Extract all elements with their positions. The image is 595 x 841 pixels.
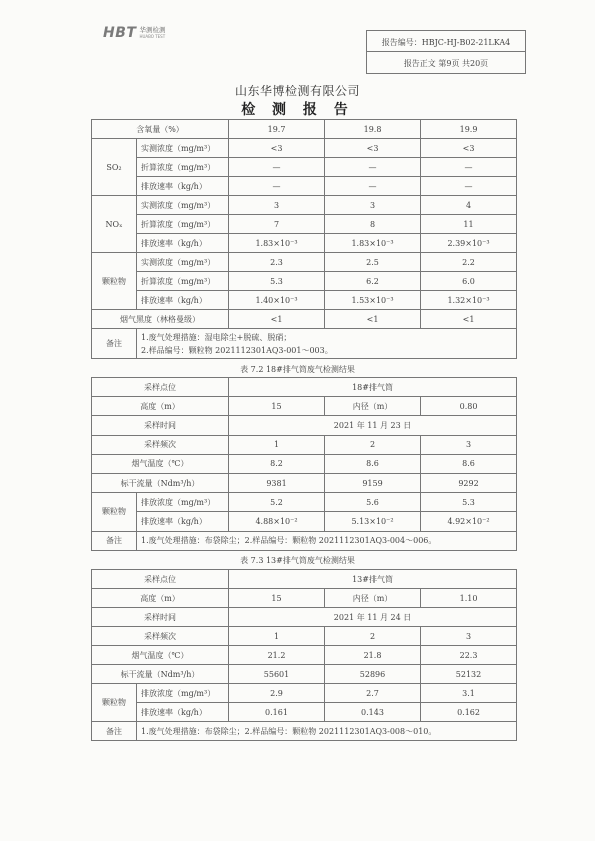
table-cell: 1 <box>229 627 325 646</box>
remark-line: 2.样品编号：颗粒物 2021112301AQ3-001～003。 <box>141 345 333 355</box>
row-label: 实测浓度（mg/m³） <box>137 196 229 215</box>
pollutant-label: 颗粒物 <box>92 493 137 531</box>
table-cell: 0.162 <box>421 703 517 722</box>
table-row <box>92 378 517 397</box>
table-cell: 4 <box>421 196 517 215</box>
table-cell: 1.53×10⁻³ <box>325 291 421 310</box>
table-cell: 6.0 <box>421 272 517 291</box>
pollutant-label: SO₂ <box>92 139 137 196</box>
table-cell: 2.39×10⁻³ <box>421 234 517 253</box>
table-cell: — <box>325 177 421 196</box>
table-cell: 18#排气筒 <box>229 378 517 397</box>
report-box-divider <box>367 51 525 52</box>
table-cell: <3 <box>325 139 421 158</box>
company-name: 山东华博检测有限公司 <box>234 84 360 98</box>
table-row <box>92 416 517 435</box>
table-cell: 1.10 <box>421 589 517 608</box>
table-row <box>92 684 517 703</box>
table-cell: 3.1 <box>421 684 517 703</box>
table-cell: 15 <box>229 397 325 416</box>
row-label: 采样时间 <box>92 608 229 627</box>
row-label: 采样点位 <box>92 570 229 589</box>
table-row <box>92 177 517 196</box>
row-label: 实测浓度（mg/m³） <box>137 253 229 272</box>
row-label: 烟气温度（℃） <box>92 646 229 665</box>
table-cell: 21.2 <box>229 646 325 665</box>
table-cell: 8.2 <box>229 454 325 473</box>
table-row <box>92 139 517 158</box>
row-label: 烟气黑度（林格曼级） <box>92 310 229 329</box>
table-row <box>92 435 517 454</box>
table-cell: — <box>325 158 421 177</box>
table-cell: <1 <box>325 310 421 329</box>
remark-label: 备注 <box>92 531 137 550</box>
table-caption: 表 7.3 13#排气筒废气检测结果 <box>240 556 355 565</box>
remark-text: 1.废气处理措施：布袋除尘；2.样品编号：颗粒物 2021112301AQ3-004～006。 <box>137 531 517 550</box>
page-title: 检 测 报 告 <box>241 102 354 118</box>
remark-row <box>92 329 517 359</box>
row-label: 排放速率（kg/h） <box>137 291 229 310</box>
table-cell: 3 <box>325 196 421 215</box>
table-cell: 5.13×10⁻² <box>325 512 421 531</box>
remark-line: 1.废气处理措施：湿电除尘+脱硫、脱硝； <box>141 332 292 342</box>
table-row <box>92 646 517 665</box>
table-cell: 3 <box>421 435 517 454</box>
remark-row <box>92 722 517 741</box>
table-cell: 2.7 <box>325 684 421 703</box>
row-label: 排放速率（kg/h） <box>137 703 229 722</box>
table-cell: 19.7 <box>229 120 325 139</box>
table-row <box>92 215 517 234</box>
table-cell: — <box>229 177 325 196</box>
pollutant-label: 颗粒物 <box>92 253 137 310</box>
row-label: 采样时间 <box>92 416 229 435</box>
table-cell: 2 <box>325 627 421 646</box>
table-row <box>92 120 517 139</box>
remark-text: 1.废气处理措施：布袋除尘；2.样品编号：颗粒物 2021112301AQ3-008～010。 <box>137 722 517 741</box>
row-label: 含氧量（%） <box>92 120 229 139</box>
row-label: 排放浓度（mg/m³） <box>137 684 229 703</box>
table-cell: 52132 <box>421 665 517 684</box>
company-logo <box>103 26 165 40</box>
row-label: 折算浓度（mg/m³） <box>137 158 229 177</box>
table-cell: 3 <box>229 196 325 215</box>
table-cell: 5.2 <box>229 493 325 512</box>
logo-chinese-name: 华测检测 <box>139 26 166 34</box>
row-label: 排放速率（kg/h） <box>137 234 229 253</box>
remark-text <box>137 329 517 359</box>
table-cell: 55601 <box>229 665 325 684</box>
table-cell: 4.92×10⁻² <box>421 512 517 531</box>
table-row <box>92 627 517 646</box>
table-cell: 2.2 <box>421 253 517 272</box>
table-row <box>92 473 517 492</box>
report-info-box <box>366 30 526 74</box>
table-cell: 3 <box>421 627 517 646</box>
table-row <box>92 158 517 177</box>
table-row <box>92 454 517 473</box>
table-cell: 2021 年 11 月 24 日 <box>229 608 517 627</box>
table-cell: 1.40×10⁻³ <box>229 291 325 310</box>
row-label: 内径（m） <box>325 397 421 416</box>
table-cell: 8.6 <box>325 454 421 473</box>
exhaust-13-results-table <box>91 569 517 741</box>
pollutant-label: NOₓ <box>92 196 137 253</box>
table-row <box>92 291 517 310</box>
table-cell: 4.88×10⁻² <box>229 512 325 531</box>
table-row <box>92 608 517 627</box>
table-cell: 11 <box>421 215 517 234</box>
table-cell: 8.6 <box>421 454 517 473</box>
table-row <box>92 397 517 416</box>
table-cell: 2021 年 11 月 23 日 <box>229 416 517 435</box>
table-cell: 8 <box>325 215 421 234</box>
row-label: 排放速率（kg/h） <box>137 512 229 531</box>
table-cell: — <box>421 158 517 177</box>
table-cell: 2.9 <box>229 684 325 703</box>
remark-row <box>92 531 517 550</box>
table-cell: 5.6 <box>325 493 421 512</box>
table-cell: 9292 <box>421 473 517 492</box>
table-cell: 19.9 <box>421 120 517 139</box>
table-cell: 7 <box>229 215 325 234</box>
row-label: 高度（m） <box>92 397 229 416</box>
page-indicator: 报告正文 第9页 共20页 <box>403 59 489 68</box>
table-row <box>92 703 517 722</box>
table-cell: 0.80 <box>421 397 517 416</box>
remark-label: 备注 <box>92 722 137 741</box>
table-cell: 15 <box>229 589 325 608</box>
row-label: 实测浓度（mg/m³） <box>137 139 229 158</box>
logo-english-name: HUABO TEST <box>139 34 166 39</box>
row-label: 标干流量（Ndm³/h） <box>92 473 229 492</box>
pollutant-label: 颗粒物 <box>92 684 137 722</box>
table-row <box>92 310 517 329</box>
table-cell: 6.2 <box>325 272 421 291</box>
report-number: 报告编号：HBJC-HJ-B02-21LKA4 <box>381 38 511 47</box>
table-cell: <3 <box>229 139 325 158</box>
table-cell: 1.32×10⁻³ <box>421 291 517 310</box>
table-cell: 9381 <box>229 473 325 492</box>
table-cell: 19.8 <box>325 120 421 139</box>
table-cell: 2.3 <box>229 253 325 272</box>
table-cell: 52896 <box>325 665 421 684</box>
table-cell: 2 <box>325 435 421 454</box>
table-row <box>92 196 517 215</box>
remark-label: 备注 <box>92 329 137 359</box>
table-row <box>92 234 517 253</box>
exhaust-18-results-table <box>91 377 517 551</box>
table-cell: 5.3 <box>229 272 325 291</box>
row-label: 烟气温度（℃） <box>92 454 229 473</box>
table-cell: 9159 <box>325 473 421 492</box>
table-cell: 22.3 <box>421 646 517 665</box>
exhaust-results-table-continued <box>91 119 517 359</box>
table-cell: 1.83×10⁻³ <box>229 234 325 253</box>
row-label: 采样点位 <box>92 378 229 397</box>
table-row <box>92 493 517 512</box>
table-row <box>92 253 517 272</box>
table-row <box>92 570 517 589</box>
table-caption: 表 7.2 18#排气筒废气检测结果 <box>240 365 355 374</box>
table-cell: 0.143 <box>325 703 421 722</box>
row-label: 折算浓度（mg/m³） <box>137 272 229 291</box>
table-row <box>92 589 517 608</box>
row-label: 高度（m） <box>92 589 229 608</box>
table-cell: <1 <box>229 310 325 329</box>
table-cell: 13#排气筒 <box>229 570 517 589</box>
table-cell: 1 <box>229 435 325 454</box>
table-row <box>92 512 517 531</box>
row-label: 折算浓度（mg/m³） <box>137 215 229 234</box>
table-row <box>92 272 517 291</box>
table-cell: 5.3 <box>421 493 517 512</box>
table-cell: <3 <box>421 139 517 158</box>
table-cell: 21.8 <box>325 646 421 665</box>
table-cell: <1 <box>421 310 517 329</box>
table-cell: 2.5 <box>325 253 421 272</box>
row-label: 标干流量（Ndm³/h） <box>92 665 229 684</box>
logo-mark: HBT <box>103 25 137 41</box>
row-label: 内径（m） <box>325 589 421 608</box>
table-cell: 1.83×10⁻³ <box>325 234 421 253</box>
table-cell: — <box>229 158 325 177</box>
table-cell: 0.161 <box>229 703 325 722</box>
table-cell: — <box>421 177 517 196</box>
row-label: 采样频次 <box>92 435 229 454</box>
row-label: 排放速率（kg/h） <box>137 177 229 196</box>
table-row <box>92 665 517 684</box>
row-label: 排放浓度（mg/m³） <box>137 493 229 512</box>
row-label: 采样频次 <box>92 627 229 646</box>
